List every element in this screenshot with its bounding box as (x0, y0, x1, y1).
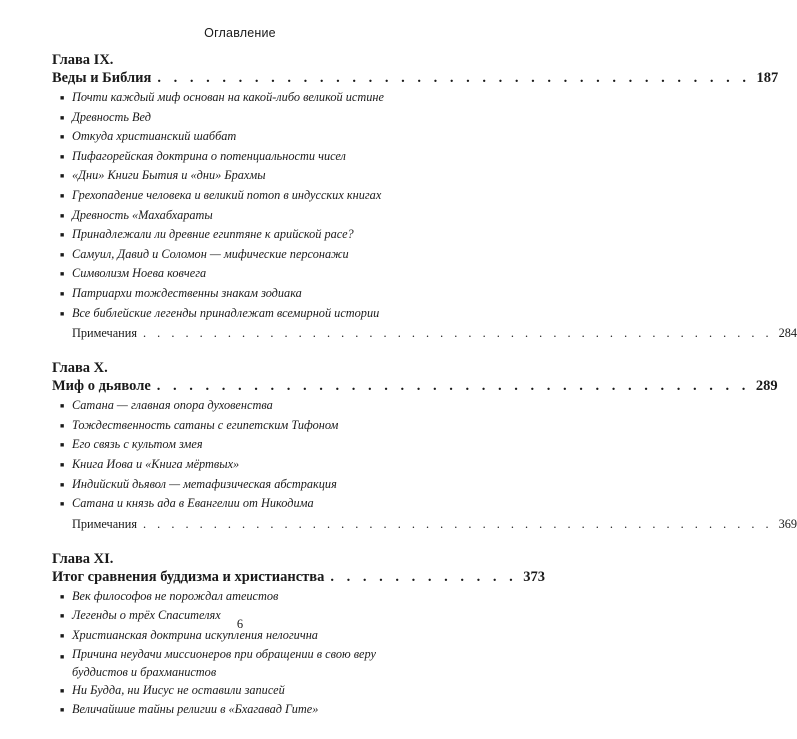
list-item[interactable] (52, 588, 435, 608)
list-item[interactable] (52, 285, 435, 305)
bullet-icon: ■ (60, 133, 65, 142)
list-item[interactable] (52, 246, 435, 266)
notes-line[interactable] (52, 324, 797, 342)
list-item-text: Его связь с культом змея (72, 437, 203, 452)
dot-leader: . . . . . . . . . . . . . . . . . . . . . . . . . . . . . . . . . . . . . . . . . . . . . (143, 326, 773, 341)
chapter-9 (52, 52, 797, 342)
list-item-text: Принадлежали ли древние египтяне к арийской расе? (72, 227, 354, 242)
bullet-icon: ■ (60, 460, 65, 469)
list-item-text: Патриархи тождественны знакам зодиака (72, 285, 302, 300)
running-head: Оглавление (204, 26, 276, 40)
chapter-title: Миф о дьяволе (52, 378, 151, 395)
bullet-icon: ■ (60, 94, 65, 102)
list-item-text: Грехопадение человека и великий потоп в индусских книгах (72, 187, 382, 202)
page-number: 6 (236, 617, 244, 631)
list-item[interactable] (52, 417, 435, 437)
notes-label: Примечания (72, 516, 138, 531)
section-list (52, 397, 435, 515)
list-item-text: Книга Иова и «Книга мёртвых» (72, 456, 240, 471)
chapter-label: Глава X. (52, 360, 108, 377)
notes-label: Примечания (72, 326, 138, 341)
list-item-text: Тождественность сатаны с египетским Тифоном (72, 417, 339, 432)
chapter-10 (52, 360, 797, 533)
list-item[interactable] (52, 495, 435, 515)
list-item[interactable] (52, 397, 435, 417)
list-item-text: Легенды о трёх Спасителях (72, 608, 221, 623)
notes-page: 369 (778, 516, 797, 531)
list-item[interactable] (52, 187, 435, 207)
list-item-text: Все библейские легенды принадлежат всемирной истории (72, 305, 380, 320)
bullet-icon: ■ (60, 421, 65, 430)
chapter-label: Глава XI. (52, 550, 114, 567)
bullet-icon: ■ (60, 172, 65, 181)
bullet-icon: ■ (60, 191, 65, 200)
list-item[interactable] (52, 265, 435, 285)
list-item[interactable] (52, 305, 435, 325)
bullet-icon: ■ (60, 706, 65, 715)
chapter-title: Итог сравнения буддизма и христианства (52, 568, 325, 585)
list-item[interactable] (52, 456, 435, 476)
section-list (52, 89, 435, 324)
chapter-title-line[interactable] (52, 69, 779, 87)
chapter-title-line[interactable] (52, 377, 778, 395)
list-item-text: Пифагорейская доктрина о потенциальности чисел (72, 148, 346, 163)
list-item[interactable] (52, 167, 435, 187)
chapter-page: 187 (756, 70, 779, 86)
list-item[interactable] (52, 646, 435, 681)
list-item[interactable] (52, 148, 435, 168)
list-item-text: Откуда христианский шаббат (72, 129, 237, 144)
list-item-text: Причина неудачи миссионеров при обращении в свою веру буддистов и брахманистов (72, 647, 376, 680)
chapter-title-line[interactable] (52, 568, 545, 586)
bullet-icon: ■ (60, 211, 65, 220)
list-item-text: Век философов не порождал атеистов (72, 588, 279, 603)
list-item[interactable] (52, 89, 435, 109)
list-item-text: Сатана и князь ада в Евангелии от Никодима (72, 496, 314, 511)
bullet-icon: ■ (60, 612, 65, 621)
list-item-text: «Дни» Книги Бытия и «дни» Брахмы (72, 168, 266, 183)
list-item-text: Индийский дьявол — метафизическая абстракция (72, 476, 337, 491)
bullet-icon: ■ (60, 500, 65, 509)
bullet-icon: ■ (60, 152, 65, 161)
notes-page: 284 (778, 326, 797, 341)
list-item-text: Ни Будда, ни Иисус не оставили записей (72, 682, 285, 697)
list-item-text: Древность Вед (72, 109, 151, 124)
chapter-11 (52, 550, 545, 721)
dot-leader: . . . . . . . . . . . . . . . . . . . . . . . . . . . . . . . . . . . . . (156, 378, 750, 395)
section-list (52, 588, 435, 721)
bullet-icon: ■ (60, 631, 65, 640)
bullet-icon: ■ (60, 686, 65, 695)
table-of-contents (52, 52, 797, 739)
bullet-icon: ■ (60, 270, 65, 279)
list-item-text: Величайшие тайны религии в «Бхагавад Гите» (72, 702, 319, 717)
list-item[interactable] (52, 436, 435, 456)
bullet-icon: ■ (60, 592, 65, 601)
list-item-text: Символизм Ноева ковчега (72, 266, 207, 281)
bullet-icon: ■ (60, 289, 65, 298)
list-item-text: Самуил, Давид и Соломон — мифические персонажи (72, 246, 349, 261)
chapter-title: Веды и Библия (52, 70, 152, 86)
list-item-text: Древность «Махабхараты (72, 207, 213, 222)
bullet-icon: ■ (60, 402, 65, 411)
bullet-icon: ■ (60, 113, 65, 122)
list-item[interactable] (52, 128, 435, 148)
list-item[interactable] (52, 207, 435, 227)
list-item-text: Христианская доктрина искупления нелогична (72, 627, 318, 642)
bullet-icon: ■ (60, 250, 65, 259)
list-item-text: Почти каждый миф основан на какой-либо великой истине (72, 90, 384, 104)
chapter-page: 289 (755, 378, 778, 395)
list-item[interactable] (52, 226, 435, 246)
dot-leader: . . . . . . . . . . . . . . . . . . . . . . . . . . . . . . . . . . . . . (157, 70, 751, 86)
list-item[interactable] (52, 701, 435, 721)
bullet-icon: ■ (60, 231, 65, 240)
chapter-page: 373 (523, 568, 545, 585)
bullet-icon: ■ (60, 480, 65, 489)
list-item[interactable] (52, 476, 435, 496)
notes-line[interactable] (52, 515, 797, 533)
bullet-icon: ■ (60, 653, 65, 662)
dot-leader: . . . . . . . . . . . . . . . . . . . . . . . . . . . . . . . . . . . . . . . . . . . . . (143, 516, 773, 531)
list-item-text: Сатана — главная опора духовенства (72, 398, 273, 413)
bullet-icon: ■ (60, 309, 65, 318)
list-item[interactable] (52, 109, 435, 129)
dot-leader: . . . . . . . . . . . . (330, 568, 518, 585)
bullet-icon: ■ (60, 441, 65, 450)
list-item[interactable] (52, 682, 435, 702)
chapter-label: Глава IX. (52, 52, 114, 68)
